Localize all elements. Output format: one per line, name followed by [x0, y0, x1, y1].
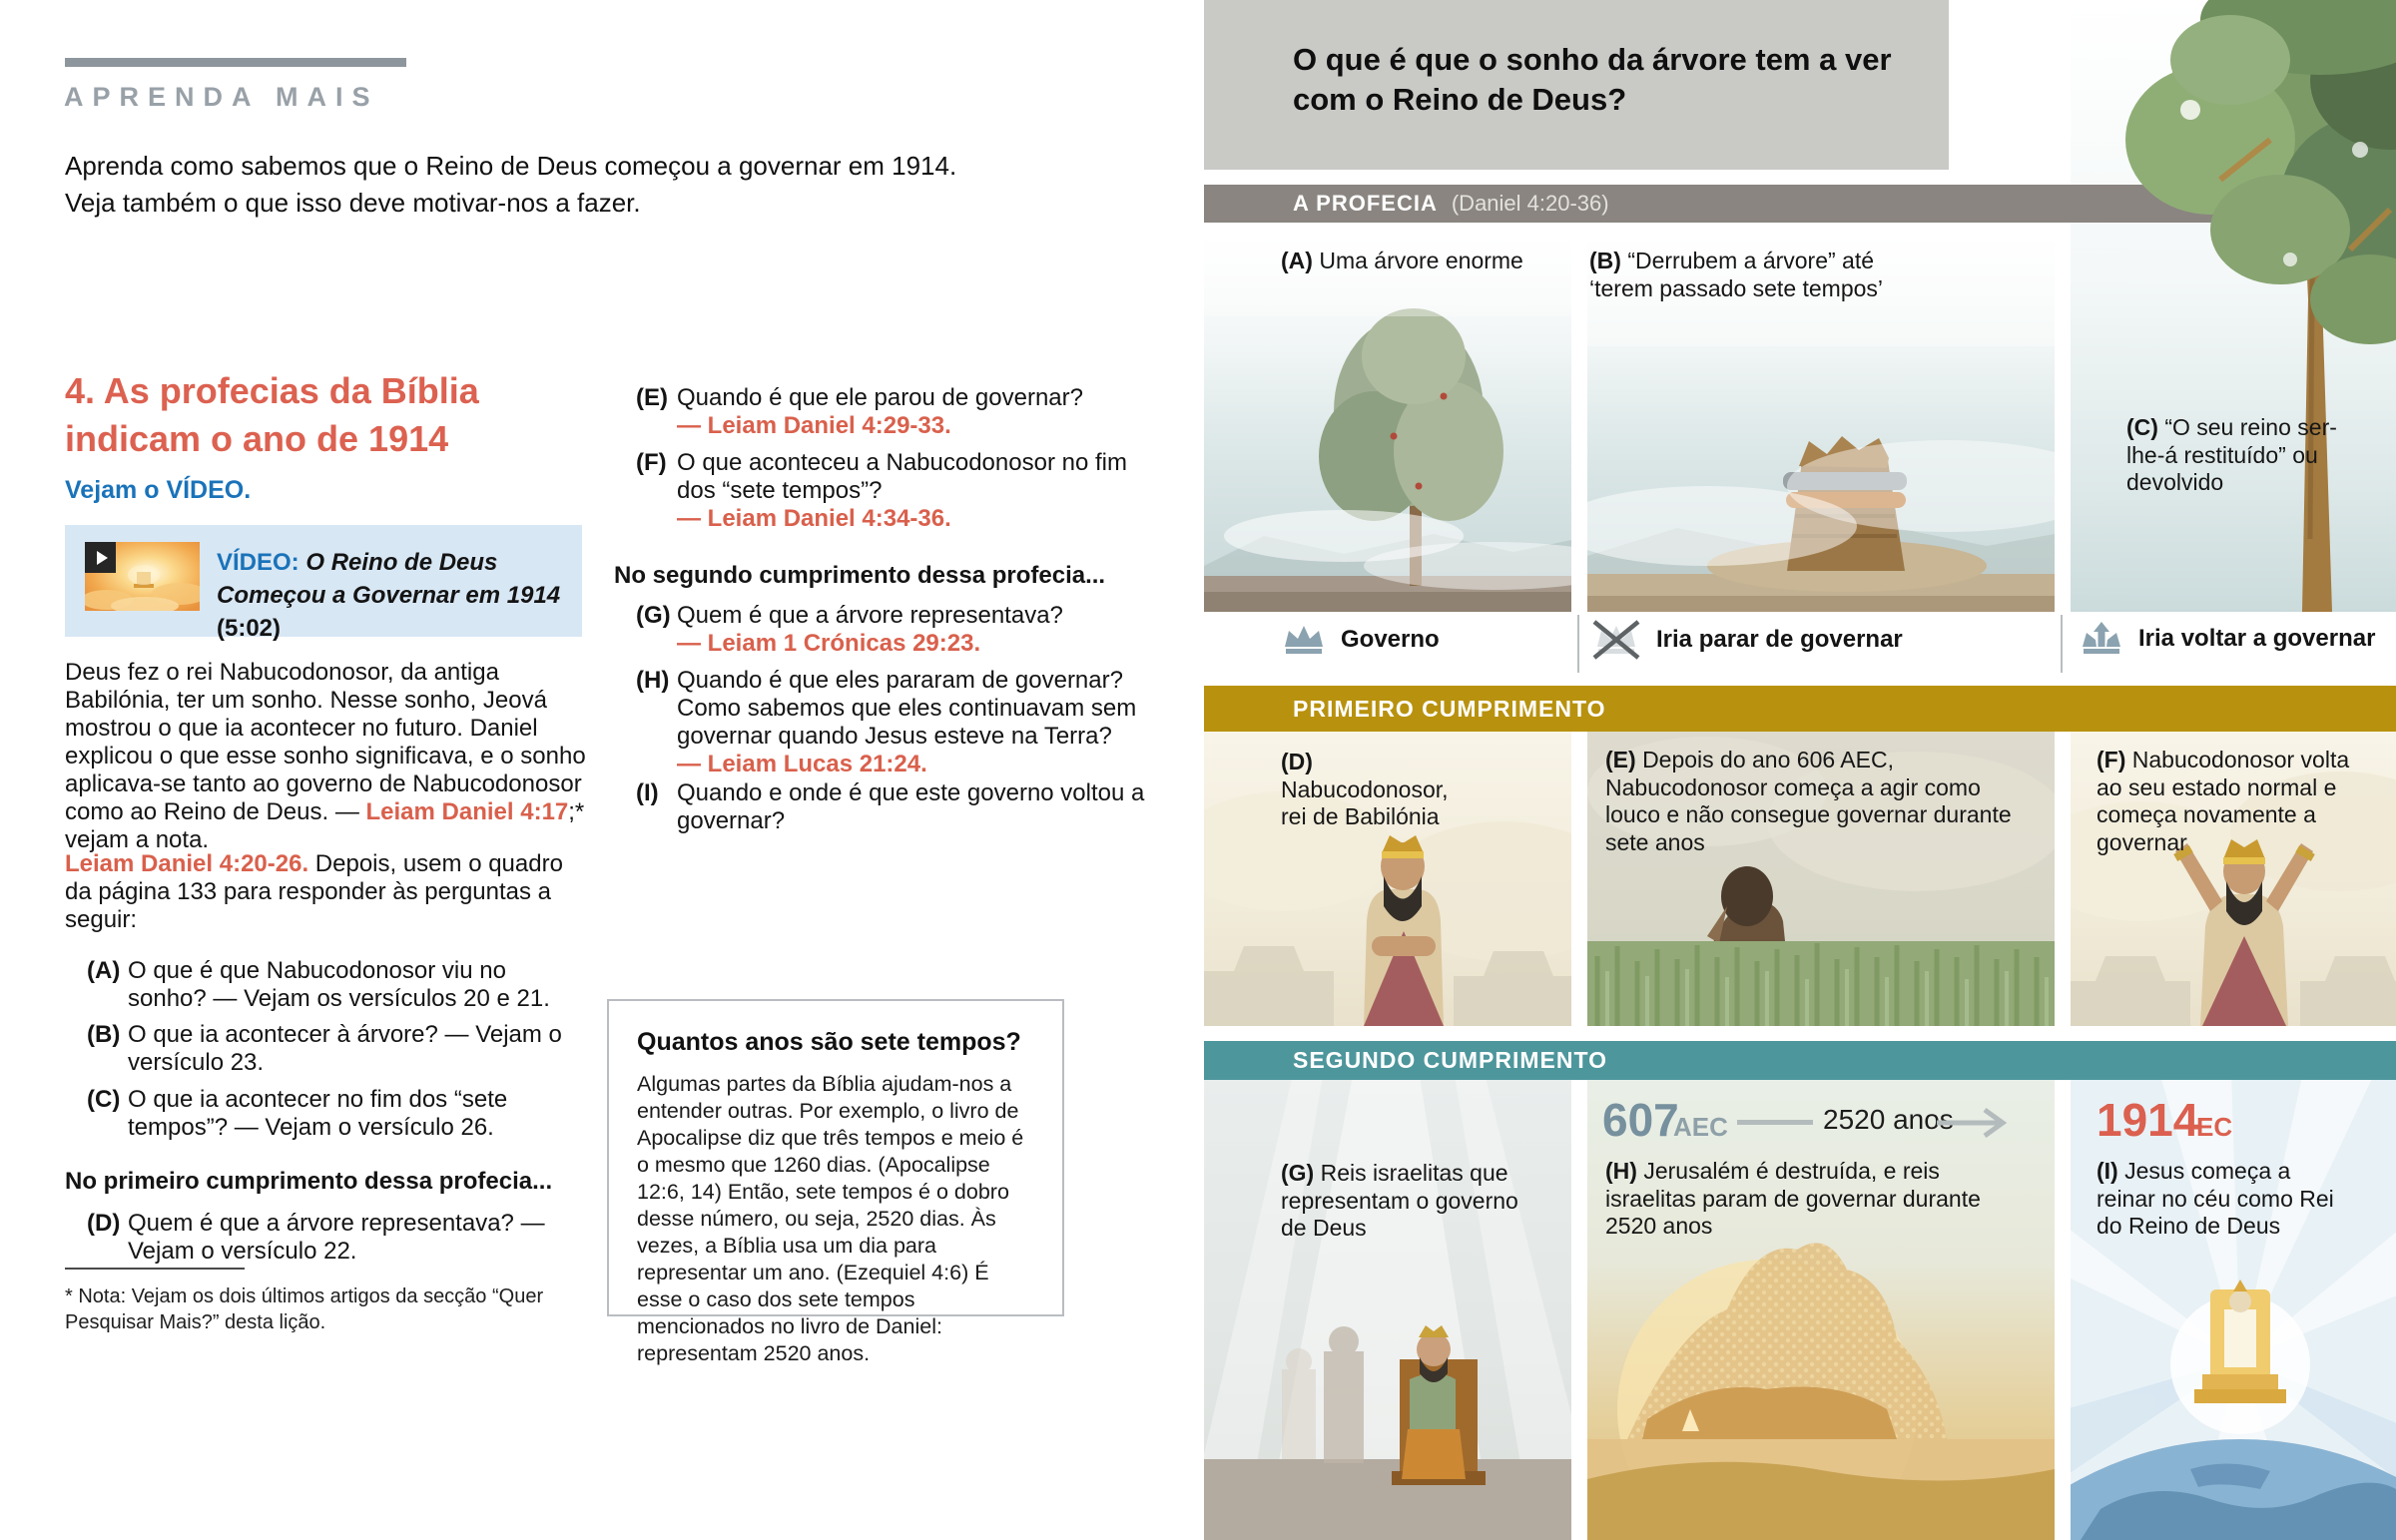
timeline-segment: [1737, 1120, 1813, 1125]
caption-text: Nabucodonosor volta ao seu estado normal e começa novamente a governar: [2096, 747, 2350, 855]
question-text: Quando é que eles pararam de governar? Como sabemos que eles continuavam sem governar quando Jesus esteve na Terra?: [677, 667, 1137, 750]
scripture-link-lucas-21-24[interactable]: — Leiam Lucas 21:24.: [677, 751, 927, 777]
first-fulfillment-bar-label: PRIMEIRO CUMPRIMENTO: [1293, 695, 1606, 722]
video-link[interactable]: Vejam o VÍDEO.: [65, 476, 252, 504]
question-text: O que aconteceu a Nabucodonosor no fim dos “sete tempos”?: [677, 449, 1127, 504]
second-fulfillment-bar: [1204, 1041, 2396, 1080]
legend-divider: [2061, 615, 2063, 673]
caption-text: Reis israelitas que representam o governo de Deus: [1281, 1160, 1518, 1241]
question-label: (C): [87, 1086, 121, 1113]
question-label: (I): [636, 779, 659, 806]
question-text: O que ia acontecer no fim dos “sete tempos”? — Vejam o versículo 26.: [128, 1086, 508, 1141]
caption-text: Jesus começa a reinar no céu como Rei do Reino de Deus: [2096, 1158, 2334, 1239]
paragraph-1: [65, 659, 586, 854]
question-text: Quando é que ele parou de governar?: [677, 384, 1083, 411]
question-item-c: [87, 1086, 572, 1142]
caption-d: [1281, 749, 1456, 831]
question-item-d: [87, 1210, 557, 1266]
footnote-rule: [65, 1268, 245, 1270]
caption-text: “O seu reino ser-lhe-á restituído” ou devolvido: [2126, 414, 2337, 495]
caption-h: [1605, 1158, 2037, 1241]
question-item-e: [636, 384, 1146, 440]
caption-i: [2096, 1158, 2336, 1241]
caption-c: [2126, 414, 2358, 497]
caption-a: [1281, 248, 1560, 275]
caption-e: [1605, 747, 2037, 856]
caption-label: (C): [2126, 414, 2158, 440]
box-title: Quantos anos são sete tempos?: [637, 1028, 1021, 1056]
box-body: Algumas partes da Bíblia ajudam-nos a entender outras. Por exemplo, o livro de Apocalipse diz que três tempos e meio é o mesmo que 1260 dias. (Apocalipse 12:6, 14) Então, sete tempos é o dobro desse número, ou seja, 2520 dias. Às vezes, a Bíblia usa um dia para representar um ano. (Ezequiel 4:6) É esse o caso dos sete tempos mencionados no livro de Daniel: representam 2520 anos.: [637, 1072, 1024, 1365]
legend-rule-again: [2079, 621, 2375, 657]
kicker: APRENDA MAIS: [64, 82, 379, 112]
footnote: * Nota: Vejam os dois últimos artigos da secção “Quer Pesquisar Mais?” desta lição.: [65, 1285, 544, 1333]
question-item-a: [87, 957, 572, 1013]
question-label: (H): [636, 667, 670, 694]
throne-room-rays-art: [1204, 1080, 1571, 1540]
scripture-link-daniel-4-29-33[interactable]: — Leiam Daniel 4:29-33.: [677, 412, 951, 439]
caption-g: [1281, 1160, 1530, 1243]
paragraph-1-tail: ;* vejam a nota.: [65, 798, 585, 853]
prophecy-bar-label: A PROFECIA: [1293, 191, 1438, 216]
timeline-start-era: AEC: [1673, 1112, 1728, 1142]
legend-divider: [1577, 615, 1579, 673]
video-duration: (5:02): [217, 615, 282, 642]
legend-label: Governo: [1341, 626, 1440, 653]
question-text: O que ia acontecer à árvore? — Vejam o versículo 23.: [128, 1021, 562, 1076]
legend-label: Iria voltar a governar: [2138, 625, 2376, 652]
scripture-link-daniel-4-20-26[interactable]: Leiam Daniel 4:20-26.: [65, 850, 309, 877]
ruined-mound-art: [1587, 1080, 2055, 1540]
question-item-i: [636, 779, 1146, 835]
paragraph-2-text: Depois, usem o quadro da página 133 para responder às perguntas a seguir:: [65, 850, 563, 933]
question-item-f: [636, 449, 1146, 533]
video-caption: [217, 546, 561, 645]
question-text: Quem é que a árvore representava? — Vejam o versículo 22.: [128, 1210, 545, 1265]
second-fulfillment-bar-label: SEGUNDO CUMPRIMENTO: [1293, 1047, 1608, 1073]
caption-label: (H): [1605, 1158, 1637, 1184]
scripture-link-1-cronicas-29-23[interactable]: — Leiam 1 Crónicas 29:23.: [677, 630, 981, 657]
caption-text: Uma árvore enorme: [1319, 248, 1523, 273]
prophecy-bar-reference: (Daniel 4:20-36): [1451, 191, 1609, 216]
question-label: (E): [636, 384, 668, 411]
caption-text: Jerusalém é destruída, e reis israelitas param de governar durante 2520 anos: [1605, 1158, 1981, 1239]
first-fulfillment-bar: [1204, 686, 2396, 732]
caption-label: (B): [1589, 248, 1621, 273]
question-label: (D): [87, 1210, 121, 1237]
caption-text: Depois do ano 606 AEC, Nabucodonosor começa a agir como louco e não consegue governar durante sete anos: [1605, 747, 2012, 855]
panel-jesus-reigns: [2071, 1080, 2396, 1540]
seven-times-box: [607, 999, 1064, 1365]
crown-crossed-icon: [1590, 617, 1642, 663]
question-item-g: [636, 602, 1146, 658]
question-text: O que é que Nabucodonosor viu no sonho? — Vejam os versículos 20 e 21.: [128, 957, 550, 1012]
chart-title: O que é que o sonho da árvore tem a ver com o Reino de Deus?: [1293, 42, 1892, 117]
play-icon[interactable]: [85, 542, 116, 573]
question-label: (A): [87, 957, 121, 984]
panel-israelite-kings: [1204, 1080, 1571, 1540]
caption-text: “Derrubem a árvore” até ‘terem passado sete tempos’: [1589, 248, 1884, 301]
big-tree-art: [2071, 0, 2396, 612]
caption-label: (D): [1281, 749, 1313, 774]
question-item-b: [87, 1021, 572, 1077]
legend-stop-ruling: [1590, 617, 1903, 663]
subhead-second-fulfillment: No segundo cumprimento dessa profecia...: [614, 562, 1106, 589]
misty-tree-art: [1204, 237, 1571, 612]
caption-label: (A): [1281, 248, 1313, 273]
video-thumbnail[interactable]: [85, 542, 200, 611]
scripture-link-daniel-4-34-36[interactable]: — Leiam Daniel 4:34-36.: [677, 505, 951, 532]
caption-b: [1589, 248, 1889, 302]
scripture-link-daniel-4-17[interactable]: Leiam Daniel 4:17: [365, 798, 569, 825]
question-label: (F): [636, 449, 667, 476]
timeline-arrow-icon: [1935, 1106, 2017, 1140]
legend-label: Iria parar de governar: [1656, 626, 1903, 653]
caption-label: (I): [2096, 1158, 2118, 1184]
question-label: (B): [87, 1021, 121, 1048]
panel-jerusalem-destroyed: [1587, 1080, 2055, 1540]
kicker-rule: [65, 58, 406, 67]
crown-return-icon: [2079, 621, 2124, 657]
question-text: Quando e onde é que este governo voltou a governar?: [677, 779, 1145, 834]
subhead-first-fulfillment: No primeiro cumprimento dessa profecia...: [65, 1168, 553, 1195]
paragraph-2: [65, 850, 579, 934]
caption-label: (G): [1281, 1160, 1315, 1186]
heavenly-throne-earth-art: [2071, 1080, 2396, 1540]
video-label: VÍDEO:: [217, 549, 300, 576]
caption-f: [2096, 747, 2366, 856]
caption-text: Nabucodonosor, rei de Babilónia: [1281, 775, 1449, 829]
timeline-end-year: 1914: [2096, 1094, 2199, 1146]
video-title: O Reino de Deus Começou a Governar em 1914: [217, 549, 561, 609]
timeline-end-era: EC: [2196, 1112, 2233, 1142]
question-label: (G): [636, 602, 671, 629]
question-text: Quem é que a árvore representava?: [677, 602, 1063, 629]
question-item-h: [636, 667, 1154, 778]
caption-label: (F): [2096, 747, 2126, 772]
crown-icon: [1281, 623, 1327, 657]
video-box: [65, 525, 582, 642]
timeline-start-year: 607: [1602, 1094, 1679, 1146]
panel-huge-tree: [1204, 237, 1571, 612]
paragraph-1-text: Deus fez o rei Nabucodonosor, da antiga Babilónia, ter um sonho. Nesse sonho, Jeová mostrou o que ia acontecer no futuro. Daniel explicou o que esse sonho significava, e o sonho aplicava-se tanto ao governo de Nabucodonosor como ao Reino de Deus. —: [65, 659, 586, 825]
timeline-span-label: 2520 anos: [1823, 1104, 1954, 1135]
caption-label: (E): [1605, 747, 1636, 772]
lesson-intro: Aprenda como sabemos que o Reino de Deus começou a governar em 1914. Veja também o que isso deve motivar-nos a fazer.: [65, 151, 957, 218]
section-heading: 4. As profecias da Bíblia indicam o ano de 1914: [65, 370, 479, 459]
legend-government: [1281, 623, 1440, 657]
